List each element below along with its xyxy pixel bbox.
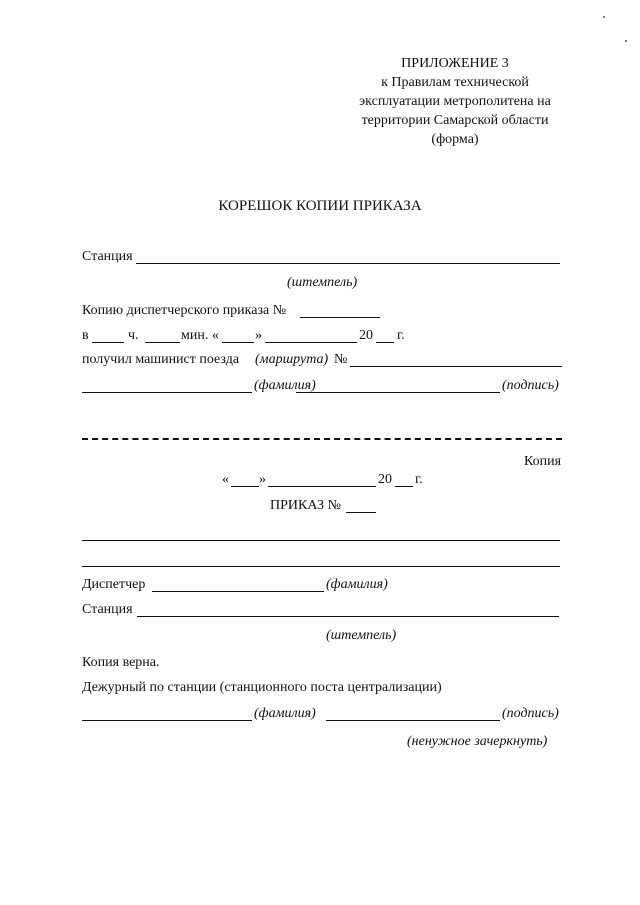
year-field[interactable]	[376, 342, 394, 343]
year-suffix: г.	[397, 328, 405, 343]
appendix-line: эксплуатации метрополитена на	[359, 94, 551, 109]
copy-year-field[interactable]	[395, 486, 413, 487]
order-title-number-field[interactable]	[346, 512, 376, 513]
copy-stamp-note: (штемпель)	[326, 628, 397, 643]
hours-field[interactable]	[92, 342, 124, 343]
appendix-number: ПРИЛОЖЕНИЕ 3	[401, 56, 509, 71]
strike-note: (ненужное зачеркнуть)	[407, 734, 548, 749]
copy-station-label: Станция	[82, 602, 133, 617]
appendix-form-note: (форма)	[431, 132, 479, 147]
cut-line	[82, 438, 562, 440]
speck-mark	[603, 16, 605, 18]
driver-surname-field[interactable]	[82, 392, 252, 393]
appendix-line: к Правилам технической	[381, 75, 529, 90]
copy-order-label: Копию диспетчерского приказа №	[82, 303, 287, 318]
day-close-quote: »	[255, 328, 262, 343]
date-close-quote: »	[259, 472, 266, 487]
appendix-block	[340, 54, 570, 149]
date-open-quote: «	[222, 472, 229, 487]
driver-signature-field[interactable]	[296, 392, 500, 393]
copy-month-field[interactable]	[268, 486, 376, 487]
minutes-label: мин. «	[181, 328, 219, 343]
year-prefix: 20	[359, 328, 373, 343]
copy-station-field[interactable]	[137, 616, 559, 617]
order-title: ПРИКАЗ №	[270, 498, 341, 513]
route-note: (маршрута)	[255, 352, 329, 367]
speck-mark	[625, 40, 627, 42]
appendix-line: территории Самарской области	[361, 113, 549, 128]
dispatcher-surname-field[interactable]	[152, 591, 324, 592]
signature-note: (подпись)	[502, 378, 559, 393]
received-number-sign: №	[334, 352, 348, 367]
duty-officer-label: Дежурный по станции (станционного поста централизации)	[82, 680, 442, 695]
page-title: КОРЕШОК КОПИИ ПРИКАЗА	[218, 198, 422, 214]
surname-note: (фамилия)	[254, 378, 316, 393]
duty-signature-field[interactable]	[326, 720, 500, 721]
copy-label: Копия	[524, 454, 562, 469]
station-label: Станция	[82, 249, 133, 264]
stamp-note: (штемпель)	[287, 275, 358, 290]
time-prefix: в	[82, 328, 89, 343]
copy-day-field[interactable]	[231, 486, 259, 487]
order-text-line-2[interactable]	[82, 566, 560, 567]
dispatcher-surname-note: (фамилия)	[326, 577, 388, 592]
duty-surname-field[interactable]	[82, 720, 252, 721]
hours-label: ч.	[128, 328, 139, 343]
station-field[interactable]	[136, 263, 560, 264]
dispatcher-label: Диспетчер	[82, 577, 146, 592]
order-number-field[interactable]	[300, 317, 380, 318]
received-label: получил машинист поезда	[82, 352, 240, 367]
copy-year-suffix: г.	[415, 472, 423, 487]
route-number-field[interactable]	[350, 366, 562, 367]
order-text-line-1[interactable]	[82, 540, 560, 541]
copy-correct-label: Копия верна.	[82, 655, 160, 670]
minutes-field[interactable]	[145, 342, 180, 343]
duty-signature-note: (подпись)	[502, 706, 559, 721]
copy-year-prefix: 20	[378, 472, 392, 487]
day-field[interactable]	[222, 342, 254, 343]
duty-surname-note: (фамилия)	[254, 706, 316, 721]
month-field[interactable]	[265, 342, 357, 343]
